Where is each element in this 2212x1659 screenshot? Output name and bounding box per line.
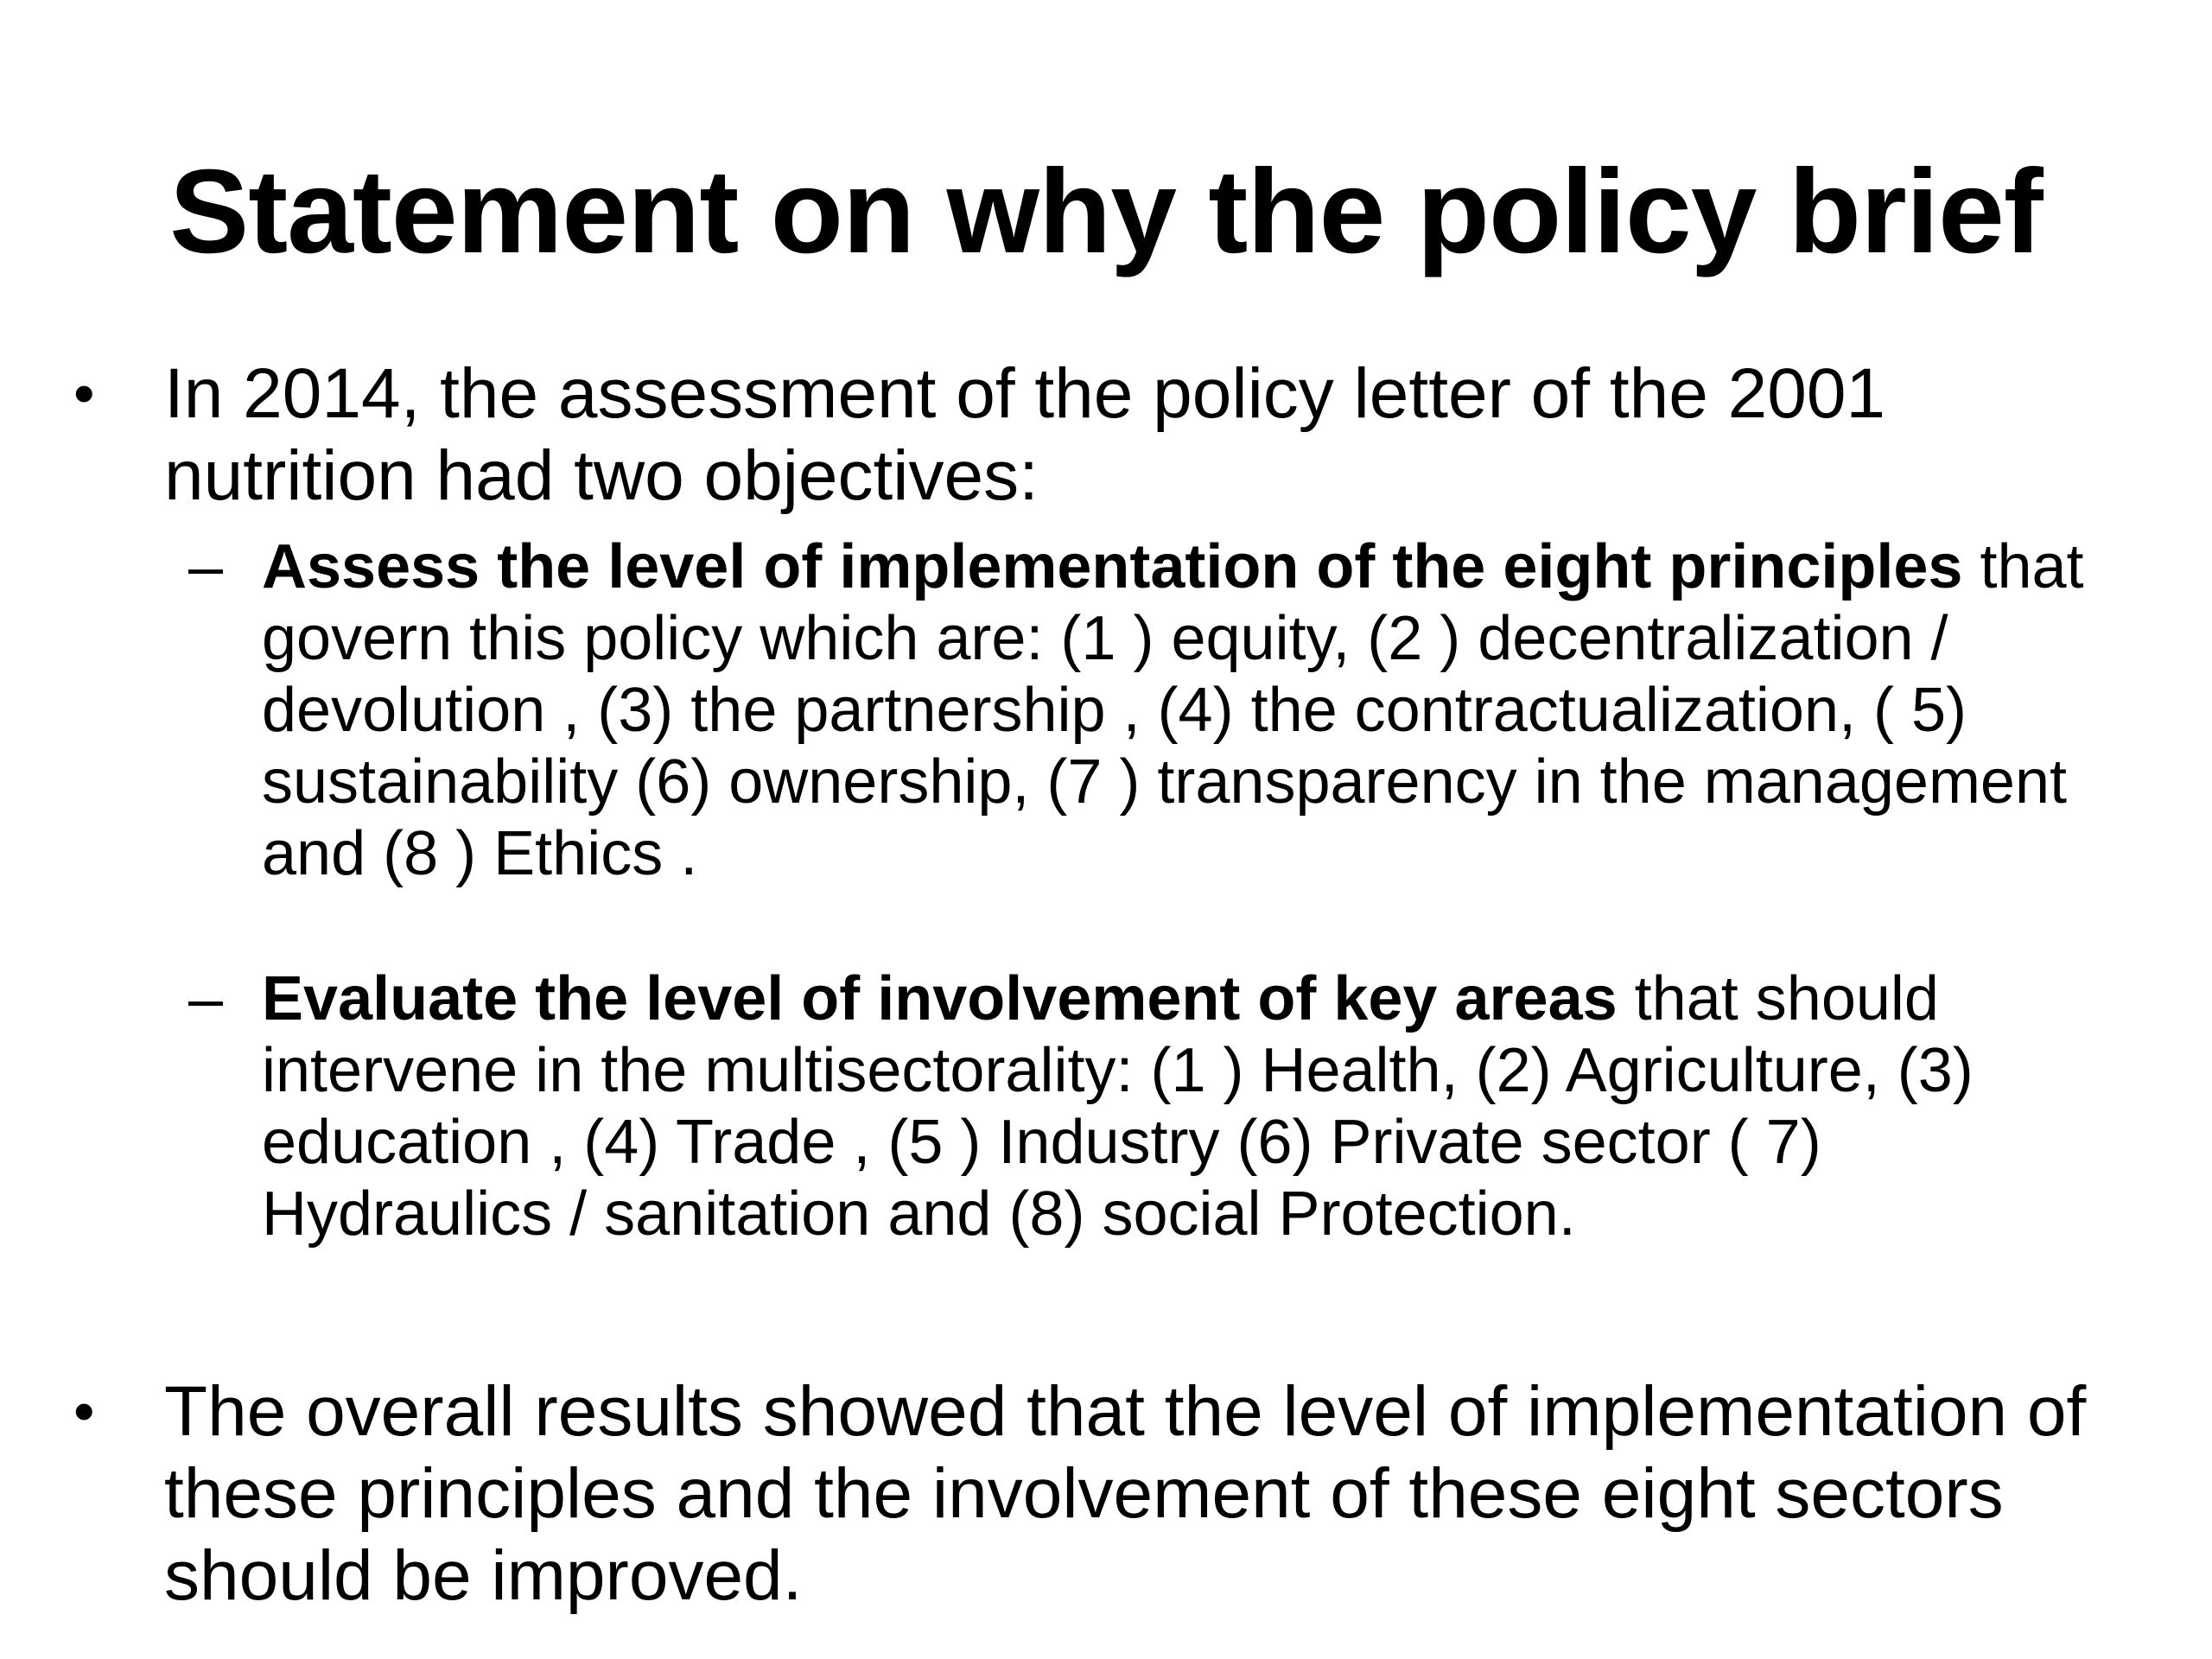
sub-bullet-bold-text: Evaluate the level of involvement of key areas [262, 964, 1618, 1033]
sub-bullet-item-2 [188, 963, 2120, 1250]
bullet-marker: • [73, 1377, 95, 1445]
bullet-item-1 [73, 353, 2117, 517]
sub-bullet-text: that should intervene in the multisectorality: (1 ) Health, (2) Agriculture, (3) education , (4) Trade , (5 ) Industry (6) Private sector ( 7) Hydraulics / sanitation and (8) social Protection. [262, 964, 1974, 1249]
sub-bullet-marker: – [188, 532, 224, 601]
sub-bullet-bold-text: Assess the level of implementation of the eight principles [262, 532, 1963, 601]
sub-bullet-text: that govern this policy which are: (1 ) equity, (2 ) decentralization / devolution , (3) the partnership , (4) the contractualization, ( 5) sustainability (6) ownership, (7 ) transparency in the management and (8 ) Ethics . [262, 532, 2084, 888]
bullet-item-2 [73, 1370, 2117, 1617]
bullet-marker: • [73, 359, 95, 427]
bullet-text: The overall results showed that the level of implementation of these principles and the involvement of these eight sectors should be improved. [164, 1372, 2087, 1615]
sub-bullet-item-1 [188, 531, 2120, 890]
slide-title: Statement on why the policy brief [169, 145, 2043, 278]
sub-bullet-marker: – [188, 964, 224, 1033]
bullet-text: In 2014, the assessment of the policy letter of the 2001 nutrition had two objectives: [164, 354, 1886, 515]
